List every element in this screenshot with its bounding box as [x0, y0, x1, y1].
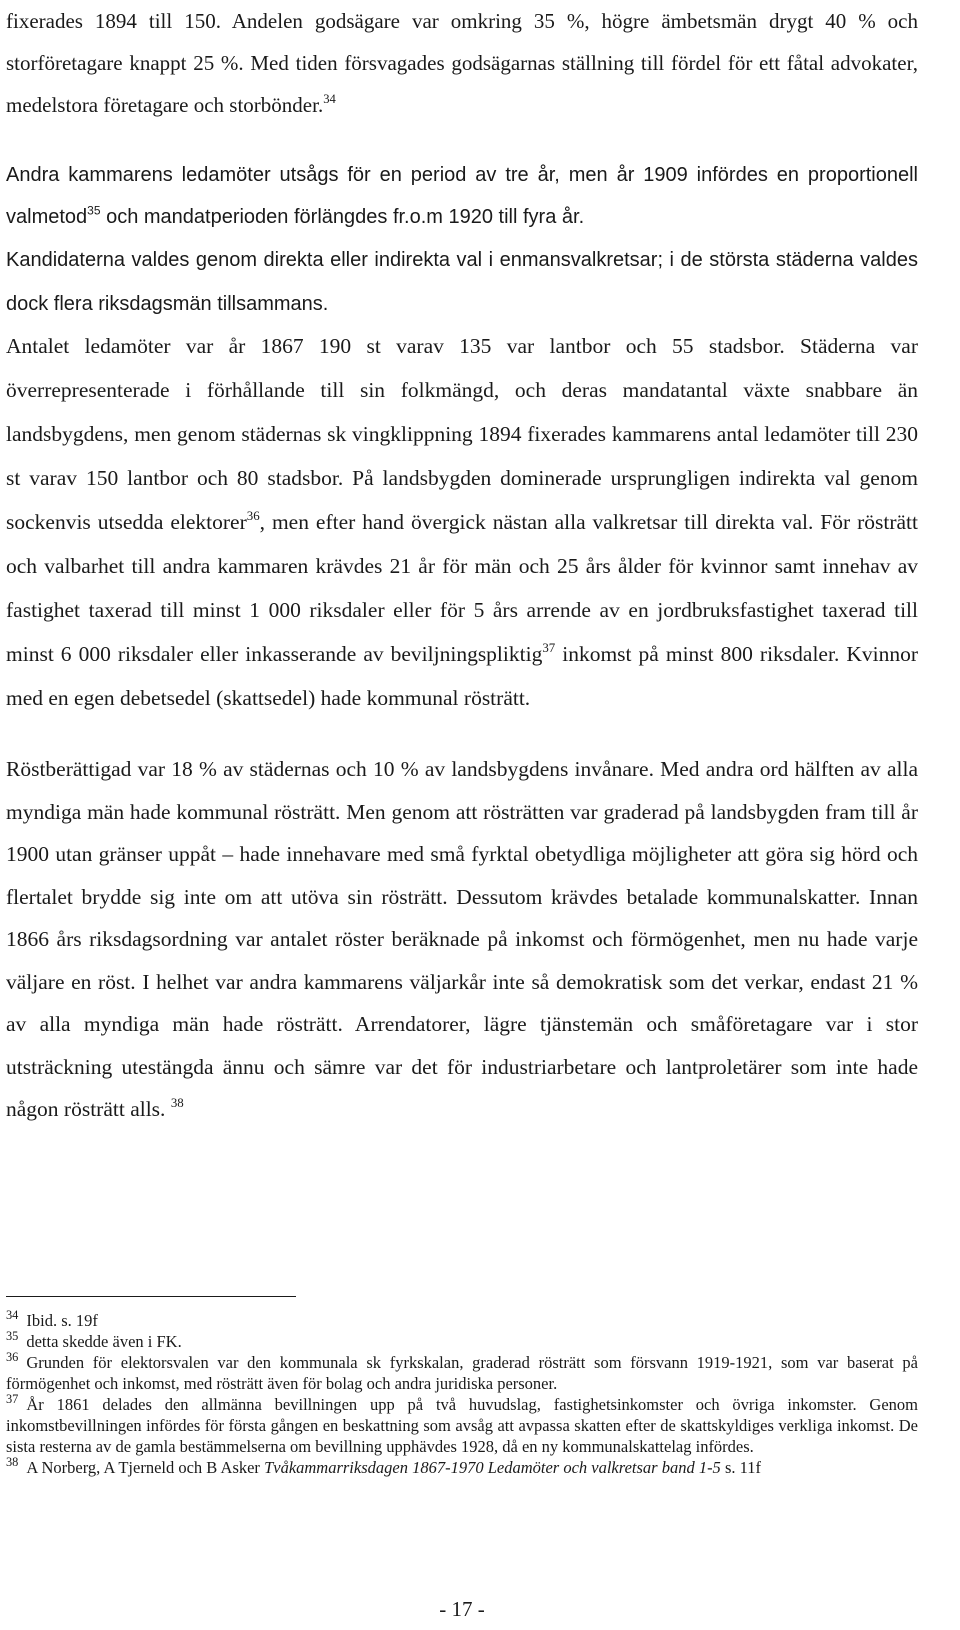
footnote-book-title: Tvåkammarriksdagen 1867-1970 Ledamöter och valkretsar band 1-5 — [264, 1458, 721, 1477]
paragraph-2-text-a: Andra kammarens ledamöter utsågs för en period av tre år, men år 1909 infördes en proportionell valmetod — [6, 164, 918, 228]
footnote-number: 37 — [6, 1392, 19, 1407]
footnote-text-b: s. 11f — [720, 1458, 761, 1477]
footnote-37 — [6, 1394, 918, 1457]
footnote-35 — [6, 1331, 918, 1352]
footnote-34 — [6, 1310, 918, 1331]
paragraph-4-text-c: inkomst på minst 800 riksdaler. Kvinnor med en egen debetsedel (skattsedel) hade kommunal rösträtt. — [6, 642, 918, 710]
footnote-text: Grunden för elektorsvalen var den kommunala sk fyrkskalan, graderad rösträtt som försvann 1919-1921, som var baserat på förmögenhet och inkomst, med rösträtt även för bolag och andra juridiska personer. — [6, 1353, 918, 1393]
footnote-ref-34[interactable]: 34 — [323, 92, 336, 107]
paragraph-5 — [6, 748, 918, 1131]
footnotes — [6, 1310, 918, 1478]
footnote-36 — [6, 1352, 918, 1394]
footnote-ref-35[interactable]: 35 — [87, 203, 101, 218]
footnote-number: 34 — [6, 1308, 19, 1323]
paragraph-3-text: Kandidaterna valdes genom direkta eller indirekta val i enmansvalkretsar; i de största städerna valdes dock flera riksdagsmän tillsammans. — [6, 249, 918, 315]
footnote-text-a: A Norberg, A Tjerneld och B Asker — [26, 1458, 265, 1477]
paragraph-4-text-b: , men efter hand övergick nästan alla valkretsar till direkta val. För rösträtt och valbarhet till andra kammaren krävdes 21 år för män och 25 års ålder för kvinnor samt innehav av fastighet taxerad till minst 1 000 riksdaler eller för 5 års arrende av en jordbruksfastighet taxerad till minst 6 000 riksdaler eller inkasserande av beviljningspliktig — [6, 510, 918, 666]
footnote-number: 36 — [6, 1350, 19, 1365]
paragraph-3 — [6, 238, 918, 326]
footnote-text: detta skedde även i FK. — [26, 1332, 182, 1351]
paragraph-2-text-b: och mandatperioden förlängdes fr.o.m 1920 till fyra år. — [100, 206, 585, 228]
footnote-separator — [6, 1296, 296, 1297]
footnote-38 — [6, 1457, 918, 1478]
paragraph-1-text: fixerades 1894 till 150. Andelen godsägare var omkring 35 %, högre ämbetsmän drygt 40 % och storföretagare knappt 25 %. Med tiden försvagades godsägarnas ställning till fördel för ett fåtal advokater, medelstora företagare och storbönder. — [6, 9, 918, 117]
page-number: - 17 - — [439, 1597, 485, 1621]
footnote-number: 38 — [6, 1455, 19, 1470]
paragraph-2 — [6, 154, 918, 238]
paragraph-1 — [6, 0, 918, 126]
footnote-text: Ibid. s. 19f — [26, 1311, 98, 1330]
footnote-ref-37[interactable]: 37 — [542, 640, 556, 655]
paragraph-5-text: Röstberättigad var 18 % av städernas och 10 % av landsbygdens invånare. Med andra ord hälften av alla myndiga män hade kommunal rösträtt. Men genom att rösträtten var graderad på landsbygden fram till år 1900 utan gränser uppåt – hade innehavare med små fyrktal obetydliga möjligheter att göra sig hörd och flertalet brydde sig inte om att utöva sin rösträtt. Dessutom krävdes betalade kommunalskatter. Innan 1866 års riksdagsordning var antalet röster beräknade på inkomst och förmögenhet, men nu hade varje väljare en röst. I helhet var andra kammarens väljarkår inte så demokratisk som det verkar, endast 21 % av alla myndiga män hade rösträtt. Arrendatorer, lägre tjänstemän och småföretagare var i stor utsträckning utestängda ännu och sämre var det för industriarbetare och lantproletärer som inte hade någon rösträtt alls. — [6, 757, 918, 1121]
paragraph-4-text-a: Antalet ledamöter var år 1867 190 st varav 135 var lantbor och 55 stadsbor. Städerna var överrepresenterade i förhållande till sin folkmängd, och deras mandatantal växte snabbare än landsbygdens, men genom städernas sk vingklippning 1894 fixerades kammarens antal ledamöter till 230 st varav 150 lantbor och 80 stadsbor. På landsbygden dominerade ursprungligen indirekta val genom sockenvis utsedda elektorer — [6, 334, 918, 534]
footnote-ref-38[interactable]: 38 — [170, 1095, 184, 1110]
footnote-number: 35 — [6, 1329, 19, 1344]
paragraph-4 — [6, 324, 918, 720]
footnote-text: År 1861 delades den allmänna bevillningen upp på två huvudslag, fastighetsinkomster och övriga inkomster. Genom inkomstbevillningen infördes för första gången en beskattning som avsåg att avpassa skatten efter de skattskyldiges verkliga inkomst. De sista resterna av de gamla bestämmelserna om bevillning upphävdes 1928, då en ny kommunalskattelag infördes. — [6, 1395, 918, 1456]
footnote-ref-36[interactable]: 36 — [246, 508, 260, 523]
